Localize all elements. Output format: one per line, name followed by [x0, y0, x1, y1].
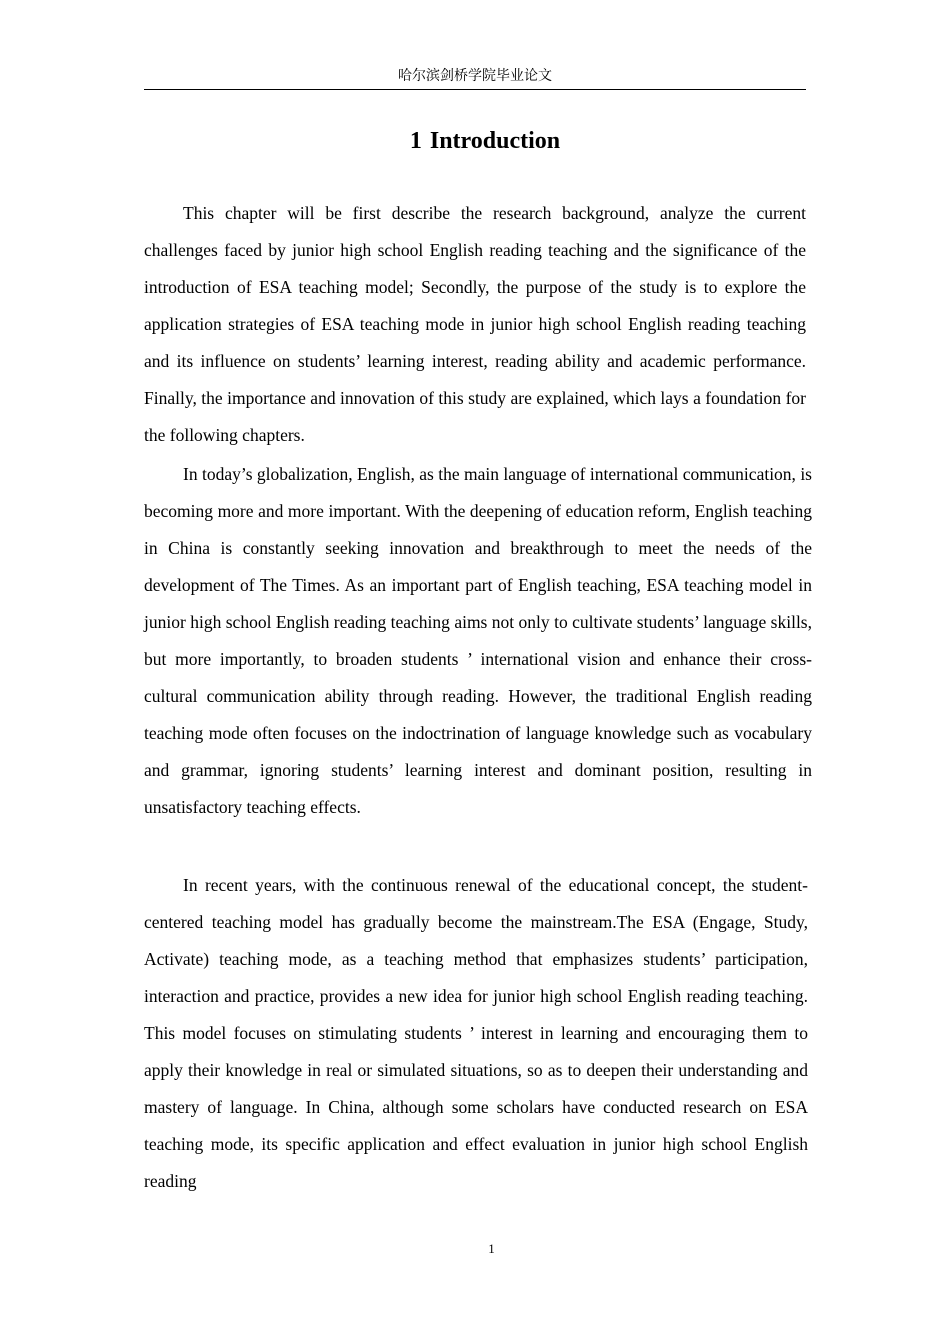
page-header: 哈尔滨剑桥学院毕业论文: [398, 68, 552, 84]
chapter-title-text: Introduction: [429, 128, 561, 154]
chapter-title: [144, 124, 826, 158]
header-rule: [144, 89, 806, 90]
paragraph-3: In recent years, with the continuous renewal of the educational concept, the student-centered teaching model has gradually become the mainstream.The ESA (Engage, Study, Activate) teaching mode, as a teaching method that emphasizes students’ participation, interaction and practice, provides a new idea for junior high school English reading teaching. This model focuses on stimulating students ’ interest in learning and encouraging them to apply their knowledge in real or simulated situations, so as to deepen their understanding and mastery of language. In China, although some scholars have conducted research on ESA teaching mode, its specific application and effect evaluation in junior high school English reading: [144, 875, 808, 1191]
paragraph-2: In today’s globalization, English, as the main language of international communication, is becoming more and more important. With the deepening of education reform, English teaching in China is constantly seeking innovation and breakthrough to meet the needs of the development of The Times. As an important part of English teaching, ESA teaching model in junior high school English reading teaching aims not only to cultivate students’ language skills, but more importantly, to broaden students ’ international vision and enhance their cross-cultural communication ability through reading. However, the traditional English reading teaching mode often focuses on the indoctrination of language knowledge such as vocabulary and grammar, ignoring students’ learning interest and dominant position, resulting in unsatisfactory teaching effects.: [144, 464, 812, 817]
paragraph-1: This chapter will be first describe the research background, analyze the current challenges faced by junior high school English reading teaching and the significance of the introduction of ESA teaching model; Secondly, the purpose of the study is to explore the application strategies of ESA teaching mode in junior high school English reading teaching and its influence on students’ learning interest, reading ability and academic performance. Finally, the importance and innovation of this study are explained, which lays a foundation for the following chapters.: [144, 203, 806, 445]
page-number: 1: [488, 1241, 495, 1256]
chapter-number: 1: [409, 128, 422, 154]
